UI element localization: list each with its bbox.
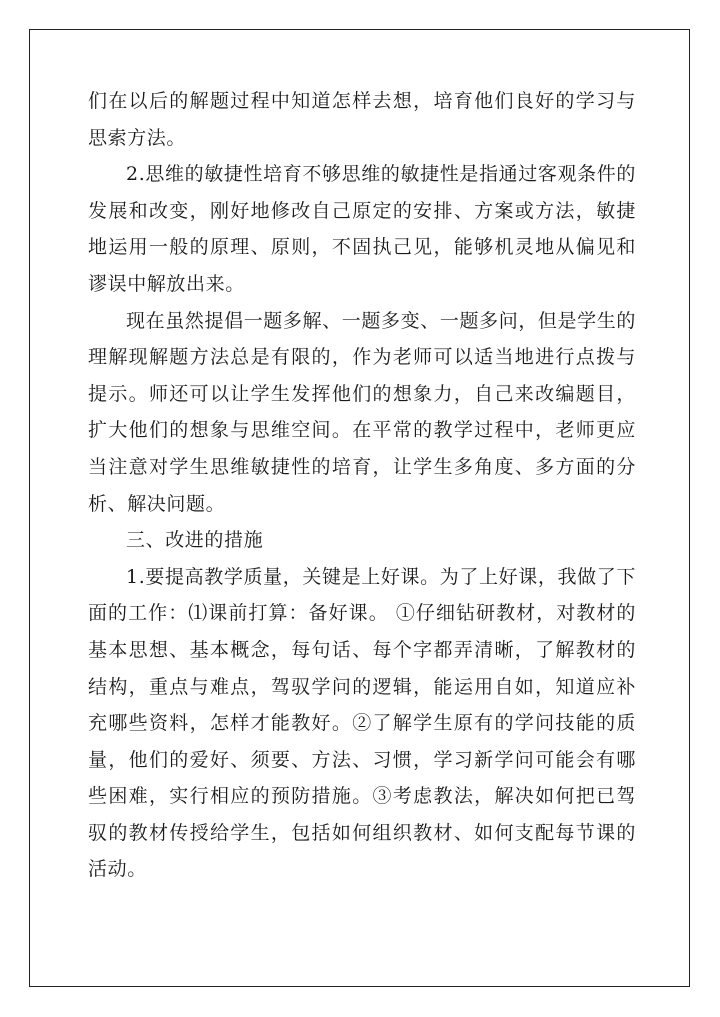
paragraph-continuation: 们在以后的解题过程中知道怎样去想，培育他们良好的学习与思索方法。 (88, 90, 636, 149)
paragraph-thinking-agility: 2.思维的敏捷性培育不够思维的敏捷性是指通过客观条件的发展和改变，刚好地修改自己原定的安排、方案或方法，敏捷地运用一般的原理、原则，不固执己见，能够机灵地从偏见和谬误中解放出来。 (88, 163, 636, 295)
section-heading-improvement-measures: 三、改进的措施 (126, 529, 264, 552)
document-body (88, 83, 636, 888)
paragraph-lesson-preparation: 1.要提高教学质量，关键是上好课。为了上好课，我做了下面的工作：⑴课前打算：备好课。 ①仔细钻研教材，对教材的基本思想、基本概念，每句话、每个字都弄清晰，了解教材的结构，重点与难点，驾驭学问的逻辑，能运用自如，知道应补充哪些资料，怎样才能教好。②了解学生原有的学问技能的质量，他们的爱好、须要、方法、习惯，学习新学问可能会有哪些困难，实行相应的预防措施。③考虑教法，解决如何把已驾驭的教材传授给学生，包括如何组织教材、如何支配每节课的活动。 (88, 565, 636, 881)
paragraph-multiple-solutions: 现在虽然提倡一题多解、一题多变、一题多问，但是学生的理解现解题方法总是有限的，作为老师可以适当地进行点拨与提示。师还可以让学生发挥他们的想象力，自己来改编题目，扩大他们的想象与思维空间。在平常的教学过程中，老师更应当注意对学生思维敏捷性的培育，让学生多角度、多方面的分析、解决问题。 (88, 309, 636, 515)
